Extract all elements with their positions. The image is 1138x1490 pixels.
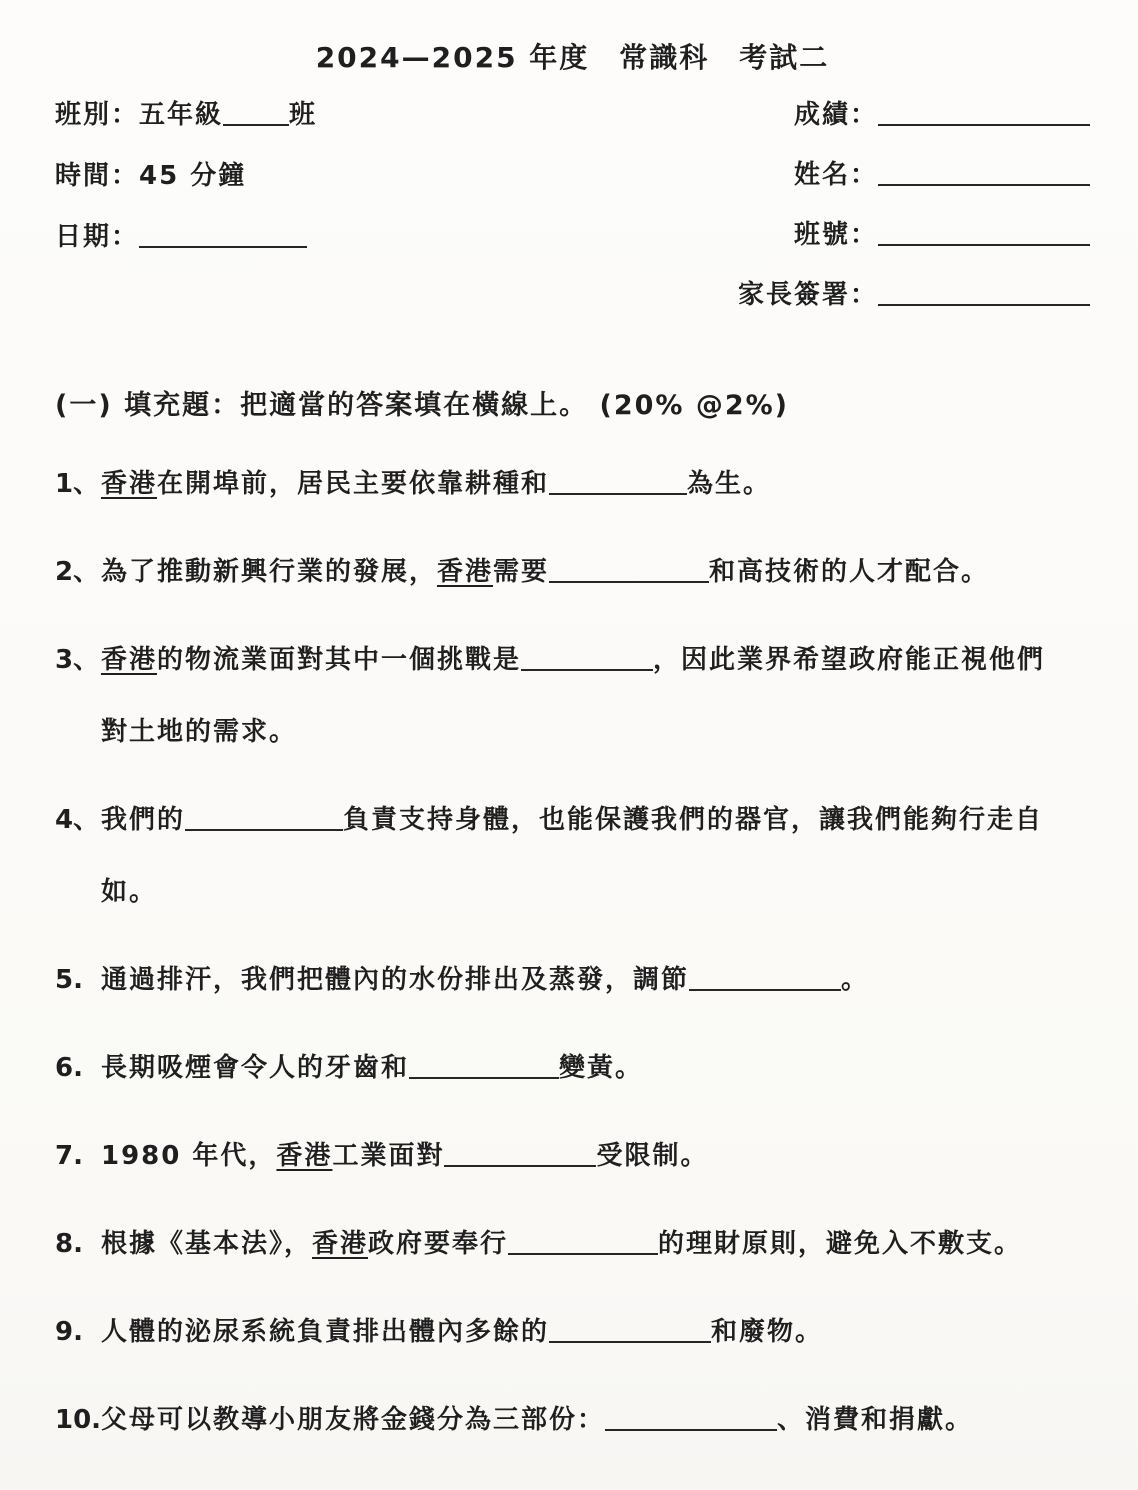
exam-header	[55, 98, 1090, 338]
text-run: 和廢物。	[711, 1317, 824, 1347]
score-field	[794, 98, 1090, 132]
text-run: 對土地的需求。	[101, 717, 298, 747]
answer-blank[interactable]	[444, 1145, 596, 1167]
underlined-term: 香港	[276, 1141, 333, 1171]
text-run: 家長簽署：	[737, 280, 878, 310]
question-6	[55, 1050, 1090, 1086]
question-line	[101, 962, 1090, 998]
text-run: 日期：	[55, 222, 140, 252]
question-number: 10.	[55, 1405, 102, 1435]
text-run: 負責支持身體，也能保護我們的器官，讓我們能夠行走自	[343, 805, 1044, 835]
time-field	[55, 159, 531, 193]
question-4	[55, 802, 1090, 910]
question-list	[55, 466, 1090, 1438]
question-number: 1、	[55, 469, 100, 499]
underlined-term: 香港	[101, 645, 158, 675]
answer-blank[interactable]	[139, 226, 307, 248]
text-run: 成績：	[793, 100, 878, 130]
question-line	[101, 466, 1090, 502]
text-run: 變黃。	[559, 1053, 644, 1083]
text-run: 的理財原則，避免入不敷支。	[658, 1229, 1023, 1259]
question-line	[101, 802, 1090, 838]
underlined-term: 香港	[437, 557, 494, 587]
question-line	[101, 642, 1090, 678]
question-8	[55, 1226, 1090, 1262]
question-line	[101, 1138, 1090, 1174]
answer-blank[interactable]	[878, 164, 1090, 186]
text-run: 長期吸煙會令人的牙齒和	[101, 1053, 410, 1083]
answer-blank[interactable]	[521, 649, 653, 671]
answer-blank[interactable]	[689, 969, 841, 991]
answer-blank[interactable]	[409, 1057, 559, 1079]
name-field	[794, 158, 1090, 192]
text-run: 需要	[493, 557, 550, 587]
text-run: 時間：45 分鐘	[55, 161, 247, 191]
exam-title: 2024—2025 年度 常識科 考試二	[315, 41, 830, 74]
question-number: 6.	[55, 1053, 83, 1083]
text-run: 和高技術的人才配合。	[709, 557, 990, 587]
section-heading: (一) 填充題：把適當的答案填在橫線上。 (20% @2%)	[55, 390, 790, 421]
underlined-term: 香港	[312, 1229, 369, 1259]
answer-blank[interactable]	[185, 809, 343, 831]
parent-signature-field	[738, 278, 1090, 312]
question-number: 9.	[55, 1317, 83, 1347]
class-field	[55, 98, 531, 132]
text-run: 、消費和捐獻。	[777, 1405, 974, 1435]
answer-blank[interactable]	[605, 1409, 777, 1431]
text-run: 父母可以教導小朋友將金錢分為三部份：	[101, 1405, 606, 1435]
question-line	[101, 1402, 1090, 1438]
header-left	[55, 98, 531, 338]
text-run: 根據《基本法》，	[101, 1229, 313, 1259]
question-number: 4、	[55, 805, 100, 835]
text-run: 通過排汗，我們把體內的水份排出及蒸發，調節	[101, 965, 690, 995]
question-10	[55, 1402, 1090, 1438]
text-run: 。	[841, 965, 870, 995]
text-run: 工業面對	[332, 1141, 445, 1171]
text-run: 的物流業面對其中一個挑戰是	[157, 645, 522, 675]
question-line	[101, 714, 1090, 750]
question-line	[101, 1314, 1090, 1350]
text-run: 班號：	[793, 220, 878, 250]
date-field	[55, 220, 531, 254]
question-3	[55, 642, 1090, 750]
text-run: 為了推動新興行業的發展，	[101, 557, 438, 587]
question-number: 7.	[55, 1141, 83, 1171]
answer-blank[interactable]	[549, 561, 709, 583]
question-number: 5.	[55, 965, 83, 995]
text-run: 如。	[101, 877, 158, 907]
question-5	[55, 962, 1090, 998]
answer-blank[interactable]	[878, 284, 1090, 306]
text-run: 政府要奉行	[368, 1229, 509, 1259]
question-number: 8.	[55, 1229, 83, 1259]
question-2	[55, 554, 1090, 590]
underlined-term: 香港	[101, 469, 158, 499]
header-right	[531, 98, 1090, 338]
question-9	[55, 1314, 1090, 1350]
question-line	[101, 554, 1090, 590]
question-number: 2、	[55, 557, 100, 587]
text-run: 班別：五年級	[55, 100, 224, 130]
question-line	[101, 874, 1090, 910]
text-run: ，因此業界希望政府能正視他們	[653, 645, 1046, 675]
answer-blank[interactable]	[549, 1321, 711, 1343]
answer-blank[interactable]	[878, 224, 1090, 246]
class-number-field	[794, 218, 1090, 252]
text-run: 人體的泌尿系統負責排出體內多餘的	[101, 1317, 550, 1347]
question-number: 3、	[55, 645, 100, 675]
text-run: 在開埠前，居民主要依靠耕種和	[157, 469, 550, 499]
question-1	[55, 466, 1090, 502]
text-run: 我們的	[101, 805, 186, 835]
question-7	[55, 1138, 1090, 1174]
answer-blank[interactable]	[549, 473, 687, 495]
text-run: 班	[289, 100, 318, 130]
text-run: 受限制。	[596, 1141, 709, 1171]
text-run: 1980 年代，	[101, 1141, 277, 1171]
answer-blank[interactable]	[223, 104, 289, 126]
text-run: 姓名：	[793, 160, 878, 190]
answer-blank[interactable]	[508, 1233, 658, 1255]
question-line	[101, 1226, 1090, 1262]
text-run: 為生。	[687, 469, 772, 499]
answer-blank[interactable]	[878, 104, 1090, 126]
question-line	[101, 1050, 1090, 1086]
